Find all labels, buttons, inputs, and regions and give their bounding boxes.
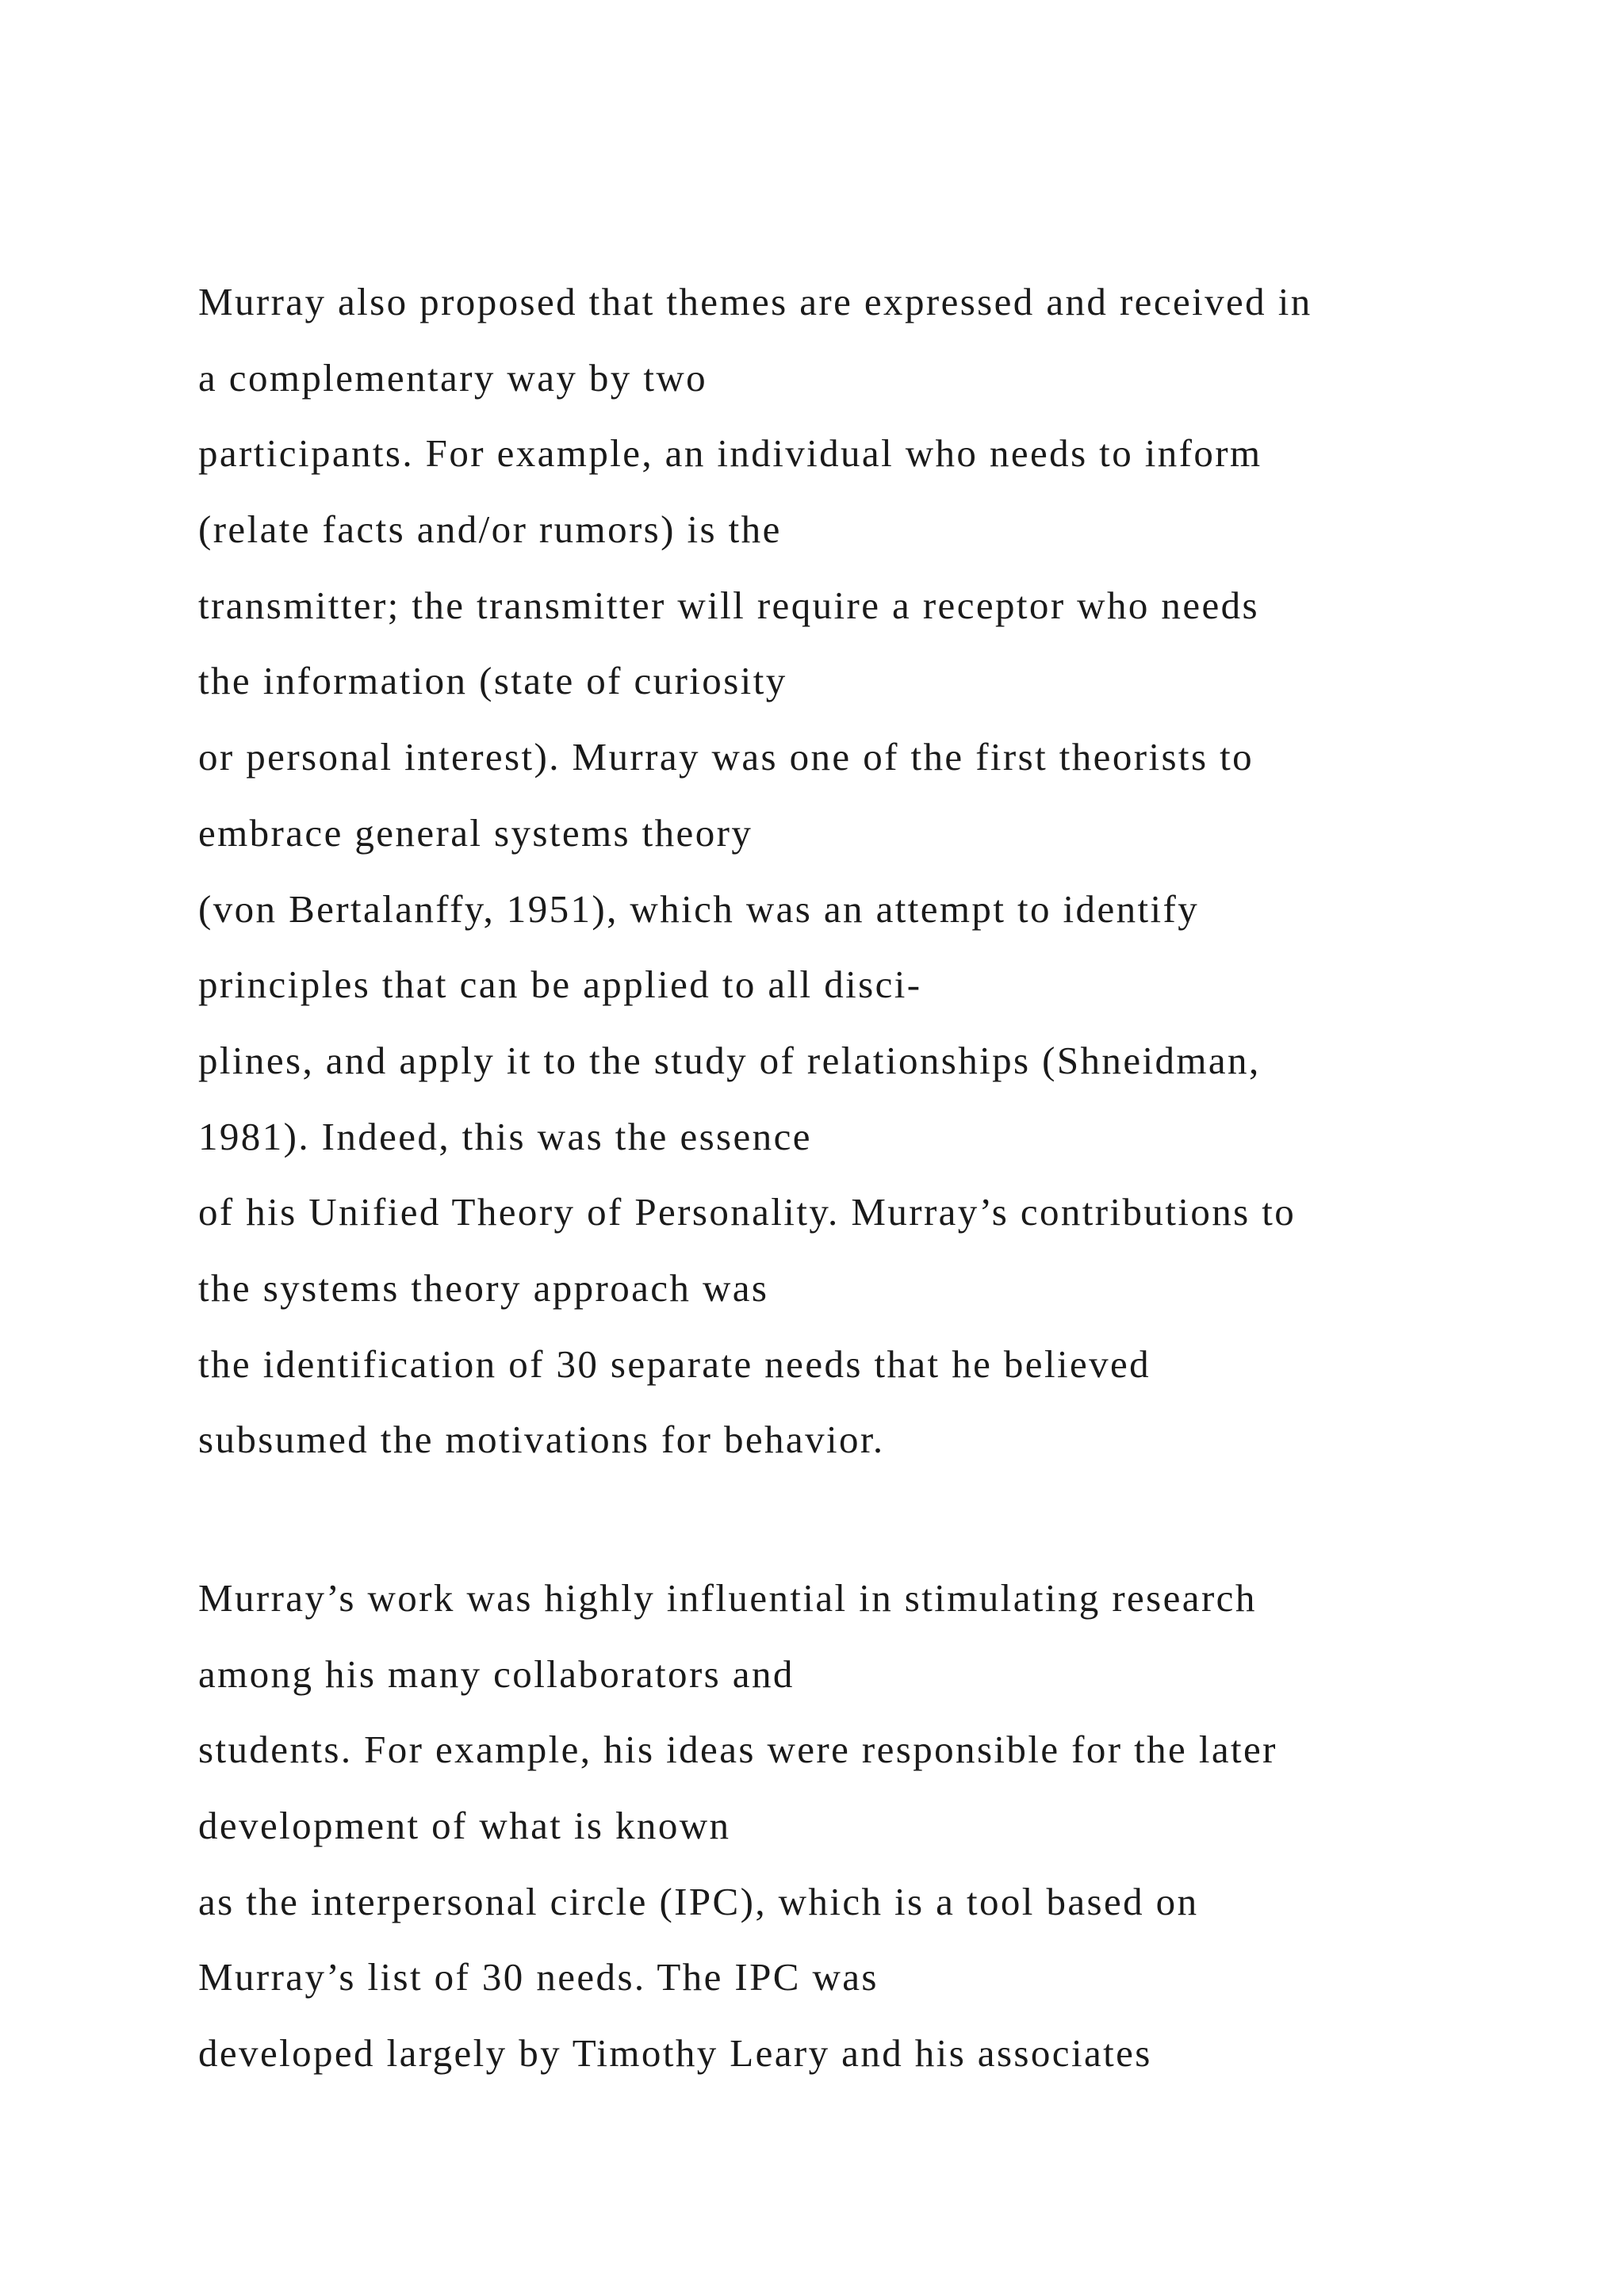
text-line: of his Unified Theory of Personality. Murray’s contributions to <box>198 1190 1297 1234</box>
text-line: subsumed the motivations for behavior. <box>198 1418 885 1462</box>
paragraph-murray-influence <box>198 1560 1562 2091</box>
text-line: developed largely by Timothy Leary and his associates <box>198 2031 1152 2076</box>
text-line: transmitter; the transmitter will require a receptor who needs <box>198 583 1259 627</box>
text-line: 1981). Indeed, this was the essence <box>198 1114 812 1158</box>
paragraph-murray-themes <box>198 264 1562 1478</box>
text-line: Murray’s list of 30 needs. The IPC was <box>198 1955 879 1999</box>
text-line: students. For example, his ideas were responsible for the later <box>198 1728 1277 1772</box>
text-line: the systems theory approach was <box>198 1265 769 1310</box>
text-line: principles that can be applied to all disci- <box>198 962 922 1007</box>
text-line: participants. For example, an individual who needs to inform <box>198 431 1262 476</box>
text-line: the information (state of curiosity <box>198 659 787 703</box>
text-line: or personal interest). Murray was one of the first theorists to <box>198 735 1254 779</box>
text-line: development of what is known <box>198 1804 731 1848</box>
text-line: Murray’s work was highly influential in stimulating research <box>198 1576 1257 1620</box>
text-line: among his many collaborators and <box>198 1651 795 1696</box>
text-line: plines, and apply it to the study of relationships (Shneidman, <box>198 1038 1261 1082</box>
text-line: Murray also proposed that themes are expressed and received in <box>198 280 1312 323</box>
text-line: the identification of 30 separate needs that he believed <box>198 1341 1151 1386</box>
text-line: (von Bertalanffy, 1951), which was an attempt to identify <box>198 886 1200 931</box>
text-line: (relate facts and/or rumors) is the <box>198 507 782 552</box>
text-line: as the interpersonal circle (IPC), which is a tool based on <box>198 1879 1199 1923</box>
text-line: a complementary way by two <box>198 355 708 400</box>
text-line: embrace general systems theory <box>198 810 753 855</box>
